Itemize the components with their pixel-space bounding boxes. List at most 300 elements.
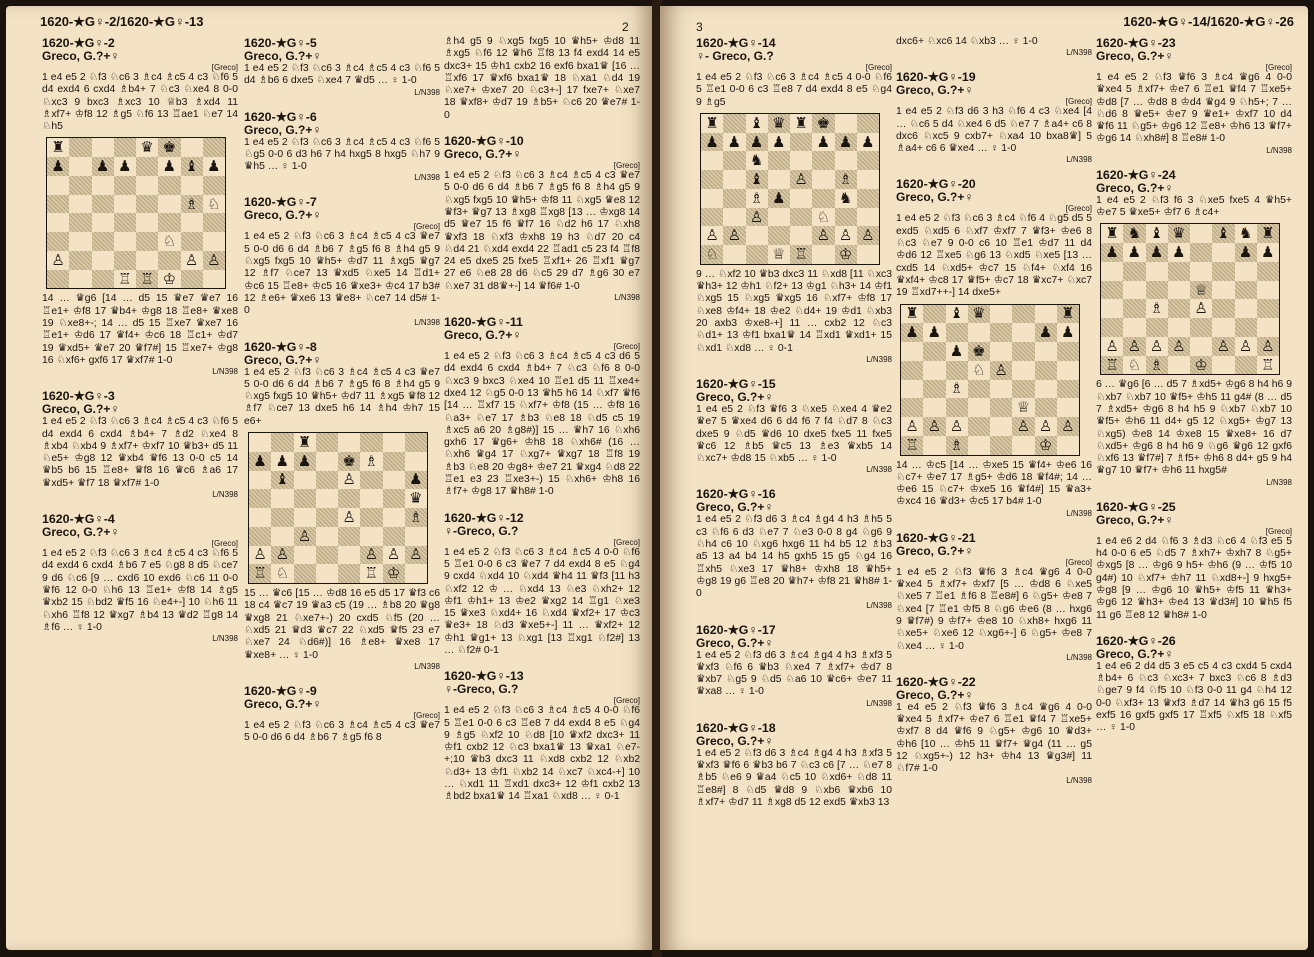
board-square: ♟: [835, 133, 857, 152]
game-continuation: 9 … ♘xf2 10 ♛b3 dxc3 11 ♘xd8 [11 ♘xc3 ♛h3+ 12 ♔h1 ♘f2+ 13 ♔g1 ♘h3+ 14 ♔f1 ♘xg5 15 ♘xg5 ♛xg5 16 ♘xf7+ ♔f8 17 ♘xe8 ♔f4+ 18 ♔e2 ♘d4+ 19 ♔d1 ♘xb3 20 axb3 ♔xe8-+] 11 … cxb2 12 ♘c3 ♘d1+ 13 ♔f1 bxa1♛ 14 ♖xd1 ♛xd1+ 15 ♘xd1 ♘xd8 … ♀ 0-1: [696, 268, 892, 354]
game-entry: [896, 675, 1092, 786]
game-title: 1620-★G♀-13: [444, 669, 524, 684]
game-source: [Greco]: [413, 710, 440, 720]
game-entry: [696, 721, 892, 809]
board-square: ♔: [835, 245, 857, 264]
game-moves: 1 e4 e5 2 ♘f3 ♘c6 3 ♗c4 ♗c5 4 c3 ♘f6 5 d4 exd4 6 cxd4 ♗b6 7 e5 ♘g8 8 d5 ♘ce7 9 d6 ♘c6 [9 … cxd6 10 exd6 ♘c6 11 0-0 ♛f6 12 0-0 ♘h6 13 ♖e1+ ♔f8 14 ♗g5 ♛xb2 15 ♘bd2 ♛f5 16 ♘e4+-] 10 ♘h6 11 ♘xh6 ♖f8 12 ♛xg7 ♗b4 13 ♛d2 ♖g8 14 ♗f6 … ♀ 1-0: [42, 548, 238, 633]
board-square: [249, 489, 271, 508]
game-reference: L/N398: [1266, 477, 1292, 487]
board-square: [92, 138, 114, 157]
board-square: [69, 138, 91, 157]
board-square: [812, 189, 834, 208]
board-square: ♗: [1146, 356, 1168, 375]
board-square: [1101, 281, 1123, 300]
game-title: 1620-★G♀-11: [444, 315, 523, 330]
game-title: 1620-★G♀-6: [244, 109, 317, 124]
board-square: ♜: [294, 433, 316, 452]
board-square: [1012, 323, 1034, 342]
game-source: [Greco]: [613, 342, 640, 352]
game-reference: L/N398: [212, 634, 238, 644]
column: [696, 36, 892, 821]
board-square: [203, 232, 225, 251]
column: [244, 36, 440, 756]
game-source: [Greco]: [613, 537, 640, 547]
board-square: [1035, 398, 1057, 417]
board-square: [92, 232, 114, 251]
chess-diagram: [248, 432, 428, 584]
game-moves: 1 e4 e5 2 ♘f3 ♘c6 3 ♗c4 ♗c5 4 c3 ♘f6 5 ♘g5 0-0 6 d3 h6 7 h4 hxg5 8 hxg5 ♘h7 9 ♛h5 … ♀ 1-0: [244, 136, 440, 173]
board-square: [1123, 299, 1145, 318]
board-square: ♟: [92, 157, 114, 176]
game-reference: L/N398: [1066, 775, 1092, 785]
board-square: [1057, 398, 1079, 417]
board-square: [114, 195, 136, 214]
board-square: [271, 433, 293, 452]
game-source: [Greco]: [413, 222, 440, 232]
board-square: [181, 138, 203, 157]
board-square: [136, 232, 158, 251]
game-title: 1620-★G♀-4: [42, 512, 115, 527]
board-square: [383, 433, 405, 452]
game-continuation: 14 … ♛g6 [14 … d5 15 ♛e7 ♛e7 16 ♖e1+ ♔f8 17 ♛b4+ ♔g8 18 ♖e8+ ♛xe8 19 ♘xe8+-; 14 … d5 15 ♖xe7 ♛xe7 16 ♖e1+ ♔d6 17 ♛f4+ ♔c6 18 ♖c1+ ♔d7 19 ♛xd5+ ♛e7 20 ♛f7#] 15 ♖xe7+ ♔g8 16 ♘xf6+ gxf6 17 ♛xf7# 1-0: [42, 293, 238, 366]
board-square: ♜: [1101, 224, 1123, 243]
board-square: ♜: [47, 138, 69, 157]
board-square: [1257, 318, 1279, 337]
game-entry: [444, 511, 640, 658]
game-moves: 1 e4 e5 2 ♘f3 ♘c6 3 ♗c4 ♗c5 4 c3 ♘f6 5 d4 exd4 6 cxd4 ♗b4+ 7 ♘c3 ♘xe4 8 0-0 ♘xc3 9 bxc3 ♗xc3 10 ♕b3 ♗xd4 11 ♗xf7+ ♔f8 12 ♗g5 ♘f6 13 ♖ae1 ♘e7 14 ♘h5: [42, 72, 238, 133]
board-square: ♖: [360, 564, 382, 583]
board-square: [1123, 281, 1145, 300]
board-square: ♟: [249, 452, 271, 471]
board-square: ♟: [923, 323, 945, 342]
board-square: [768, 151, 790, 170]
board-square: [136, 157, 158, 176]
board-square: ♙: [990, 361, 1012, 380]
board-square: [1012, 380, 1034, 399]
game-title: 1620-★G♀-23: [1096, 36, 1176, 50]
board-square: ♟: [47, 157, 69, 176]
board-square: [92, 176, 114, 195]
board-square: ♚: [812, 114, 834, 133]
board-square: [136, 213, 158, 232]
board-square: [790, 133, 812, 152]
game-title: 1620-★G♀-16: [696, 487, 776, 502]
board-square: ♗: [835, 170, 857, 189]
board-square: [923, 398, 945, 417]
game-players: Greco, G.?+♀: [1096, 646, 1174, 661]
board-square: [316, 527, 338, 546]
board-square: [383, 471, 405, 490]
board-square: ♛: [136, 138, 158, 157]
board-square: ♟: [1123, 243, 1145, 262]
board-square: ♛: [968, 305, 990, 324]
game-moves: 1 e4 e5 2 ♘f3 d6 3 ♗c4 ♗g4 4 h3 ♗xf3 5 ♛xf3 ♛f6 6 ♛b3 b6 7 ♘c3 c6 [7 … ♘e7 8 ♗b5 ♘e6 9 ♛a4 ♘c5 10 ♘xd6+ ♘d8 11 ♖e8#] 8 ♘d5 ♛d8 9 ♘xb6 ♛xb6 10 ♗xf7+ ♔d7 11 ♗xg8 d5 12 exd5 ♛xb3 13: [696, 747, 892, 808]
board-square: ♙: [1012, 417, 1034, 436]
page-number: 2: [622, 20, 629, 34]
game-entry: [244, 195, 440, 327]
board-square: ♟: [294, 452, 316, 471]
board-square: [338, 546, 360, 565]
game-title: 1620-★G♀-3: [42, 389, 115, 404]
board-square: ♛: [768, 114, 790, 133]
board-square: [790, 226, 812, 245]
game-entry: [696, 36, 892, 365]
board-square: ♟: [271, 452, 293, 471]
board-square: [360, 527, 382, 546]
board-square: [316, 452, 338, 471]
game-reference: L/N398: [212, 367, 238, 377]
board-square: [835, 114, 857, 133]
board-square: [1101, 318, 1123, 337]
board-square: [1035, 380, 1057, 399]
board-square: ♟: [857, 133, 879, 152]
board-square: [835, 151, 857, 170]
game-players: Greco, G.?+♀: [1096, 512, 1174, 527]
board-square: [360, 489, 382, 508]
game-title: 1620-★G♀-20: [896, 177, 976, 192]
game-title: 1620-★G♀-15: [696, 376, 776, 391]
game-players: Greco, G.?+♀: [244, 352, 322, 367]
board-square: ♘: [203, 195, 225, 214]
board-square: [901, 398, 923, 417]
board-square: ♟: [1168, 243, 1190, 262]
board-square: [114, 138, 136, 157]
game-reference: L/N398: [212, 490, 238, 500]
board-square: [701, 208, 723, 227]
board-square: [92, 270, 114, 289]
game-moves: 1 e4 e5 2 ♘f3 ♘c6 3 ♗c4 ♗c5 4 c3 ♛e7 5 0-0 d6 6 d4 ♗b6 7 ♗g5 f6 8 ♗h4 g5 9 ♘xg5 fxg5 10 ♛h5+ ♔f8 11 ♘xg5 ♛e8 12 ♛f3+ ♛g7 13 ♗xg8 ♖xg8 [13 … ♔xg8 14 d5 ♛e7 15 f6 ♛f7 16 ♘d2 h6 17 ♘xh8 ♛xf3 18 ♘xf3 ♔xh8 19 h3 ♘d7 20 c4 ♘d4 21 ♘xd4 exd4 22 ♖ad1 c5 23 f4 ♖f8 24 e5 dxe5 25 fxe5 ♖xf1+ 26 ♖xf1 ♛g7 27 e6 ♘e8 28 d6 ♘c5 29 d7 ♗g6 30 e7 ♘xe7 31 d8♛+-] 14 ♛f6# 1-0: [444, 170, 640, 292]
board-square: ♙: [1257, 337, 1279, 356]
board-square: [69, 270, 91, 289]
game-moves: 1 e4 e6 2 d4 d5 3 e5 c5 4 c3 cxd4 5 cxd4 ♗b4+ 6 ♘c3 ♘xc3+ 7 bxc3 ♘c6 8 ♗d3 ♘ge7 9 f4 ♘f5 10 ♘f3 0-0 11 g4 ♘h4 12 0-0 ♘xf3+ 13 ♛xf3 ♗d7 14 ♛h3 g6 15 f5 exf5 16 gxf5 gxf5 17 ♖xf5 ♘xf5 18 ♘xf5 … ♀ 1-0: [1096, 660, 1292, 734]
board-square: [923, 305, 945, 324]
game-source: [Greco]: [1265, 526, 1292, 536]
board-square: [1012, 342, 1034, 361]
game-title: 1620-★G♀-8: [244, 339, 317, 354]
board-square: ♙: [1235, 337, 1257, 356]
board-square: [1035, 361, 1057, 380]
game-continuation: 6 … ♛g6 [6 … d5 7 ♗xd5+ ♔g6 8 h4 h6 9 ♘xb7 ♘xb7 10 ♛f5+ ♔h5 11 g4# (8 … d5 7 ♗xd5+ ♔g6 8 h4 h5 9 ♘xb7 ♘xb7 10 ♛f5+ ♔h6 11 d4+ g5 12 ♘xg5+ ♔g7 13 ♘xg5) ♔e8 14 ♔xe8 15 ♛xe8+ 16 d7 ♘xd5+ ♔g6 8 h4 h6 9 ♘g6 ♛g6 12 gxf6 ♘xf6 13 ♛f7#] 7 ♗f5+ ♔h6 8 d4+ g5 9 h4 ♛g7 10 ♛f7+ ♔h6 11 hxg5#: [1096, 379, 1292, 477]
board-square: [1190, 262, 1212, 281]
board-square: [768, 208, 790, 227]
game-players: Greco, G.?+♀: [244, 122, 322, 137]
game-entry: [896, 36, 1092, 58]
board-square: [294, 564, 316, 583]
board-square: ♟: [768, 133, 790, 152]
board-square: ♙: [946, 417, 968, 436]
board-square: ♖: [1101, 356, 1123, 375]
game-reference: L/N398: [1066, 652, 1092, 662]
board-square: [249, 471, 271, 490]
game-players: Greco, G.?+♀: [42, 402, 120, 417]
board-square: ♞: [1123, 224, 1145, 243]
board-square: ♗: [360, 452, 382, 471]
board-square: [338, 527, 360, 546]
board-square: [203, 270, 225, 289]
game-players: Greco, G.?+♀: [896, 543, 974, 558]
game-reference: L/N398: [614, 293, 640, 303]
board-square: ♝: [1146, 224, 1168, 243]
board-square: [1190, 224, 1212, 243]
board-square: [181, 213, 203, 232]
board-square: ♙: [701, 226, 723, 245]
board-square: ♖: [1257, 356, 1279, 375]
board-square: ♛: [405, 489, 427, 508]
board-square: ♜: [901, 305, 923, 324]
game-reference: L/N398: [414, 317, 440, 327]
game-entry: [1096, 168, 1292, 488]
board-square: [1168, 262, 1190, 281]
board-square: [1212, 281, 1234, 300]
board-square: [136, 176, 158, 195]
board-square: [946, 323, 968, 342]
game-players: Greco, G.?+♀: [42, 49, 120, 63]
board-square: [790, 189, 812, 208]
game-players: Greco, G.?+♀: [896, 190, 974, 205]
board-square: ♞: [1235, 224, 1257, 243]
board-square: ♙: [1190, 299, 1212, 318]
game-entry: [444, 134, 640, 303]
board-square: [901, 380, 923, 399]
board-square: [1146, 262, 1168, 281]
board-square: [316, 508, 338, 527]
game-players: Greco, G.?+♀: [1096, 49, 1174, 63]
board-square: ♙: [338, 508, 360, 527]
game-title: 1620-★G♀-7: [244, 195, 317, 210]
board-square: [1212, 262, 1234, 281]
board-square: [271, 527, 293, 546]
board-square: [1057, 361, 1079, 380]
game-players: Greco, G.?+♀: [42, 525, 120, 540]
board-square: [383, 527, 405, 546]
board-square: [1235, 262, 1257, 281]
board-square: [338, 489, 360, 508]
board-square: ♟: [114, 157, 136, 176]
board-square: ♜: [701, 114, 723, 133]
game-entry: [1096, 634, 1292, 735]
board-square: ♗: [181, 195, 203, 214]
board-square: [69, 213, 91, 232]
game-reference: L/N398: [1066, 155, 1092, 165]
board-square: ♙: [383, 546, 405, 565]
board-square: ♟: [1035, 323, 1057, 342]
game-players: Greco, G.?+♀: [696, 389, 774, 404]
board-square: [968, 380, 990, 399]
board-square: ♟: [901, 323, 923, 342]
board-square: [723, 208, 745, 227]
board-square: [990, 380, 1012, 399]
game-players: Greco, G.?+♀: [244, 208, 322, 223]
board-square: ♕: [1012, 398, 1034, 417]
board-square: [857, 114, 879, 133]
game-players: Greco, G.?+♀: [696, 733, 774, 748]
board-square: ♘: [158, 232, 180, 251]
board-square: ♘: [812, 208, 834, 227]
board-square: ♝: [181, 157, 203, 176]
board-square: ♘: [701, 245, 723, 264]
game-title: 1620-★G♀-14: [696, 36, 776, 50]
board-square: [901, 361, 923, 380]
board-square: [114, 176, 136, 195]
game-title: 1620-★G♀-9: [244, 683, 317, 698]
board-square: [294, 508, 316, 527]
board-square: [1146, 318, 1168, 337]
board-square: ♙: [1146, 337, 1168, 356]
board-square: [723, 114, 745, 133]
game-moves: 1 e4 e5 2 ♘f3 ♛f6 3 ♗c4 ♛g6 4 0-0 ♛xe4 5 ♗xf7+ ♔e7 6 ♖e1 ♛f4 7 ♖xe5+ ♔d8 [7 … ♔d8 8 ♔d4 ♛g4 9 ♘h5+; 7 … ♘d6 8 ♛e5+ ♔e7 9 ♛e1+ ♔xf7 10 d4 ♛f6 11 ♘g5+ ♔g6 12 ♖e8+ ♔h6 13 ♛f7+ ♔g6 14 ♘xh8#] 8 ♖e8# 1-0: [1096, 72, 1292, 145]
board-square: [990, 323, 1012, 342]
chess-diagram: [900, 304, 1080, 456]
board-square: [316, 489, 338, 508]
board-square: [1168, 281, 1190, 300]
board-square: [92, 213, 114, 232]
board-square: [990, 398, 1012, 417]
game-players: ♀- Greco, G.?: [696, 49, 774, 63]
board-square: [47, 176, 69, 195]
game-entry: [696, 623, 892, 709]
board-square: ♞: [835, 189, 857, 208]
board-square: [47, 270, 69, 289]
board-square: ♙: [405, 546, 427, 565]
board-square: [203, 213, 225, 232]
game-entry: [444, 669, 640, 803]
game-continuation: 15 … ♛c6 [15 … ♔d8 16 e5 d5 17 ♛f3 c6 18 c4 ♛c7 19 ♛a3 c5 (19 … ♗b8 20 ♛g8 ♛xg8 21 ♘xe7+-) 20 cxd5 ♘f5 (20 … ♘xd5 21 ♛d3 ♛c7 22 ♘xd5 ♛f5 23 e7 ♘xe7 24 ♘d6#)] 16 ♗e8+ ♛xe8 17 ♛xe8+ … ♀ 1-0: [244, 588, 440, 661]
board-square: [857, 245, 879, 264]
board-square: ♗: [1146, 299, 1168, 318]
game-reference: L/N398: [414, 173, 440, 183]
board-square: [812, 170, 834, 189]
board-square: [1190, 243, 1212, 262]
board-square: [701, 189, 723, 208]
board-square: ♜: [790, 114, 812, 133]
game-moves: 1 e4 e5 2 ♘f3 ♘c6 3 ♗c4 ♗c5 4 0-0 ♘f6 5 ♖e1 0-0 6 c3 ♖e8 7 d4 exd4 8 e5 ♘g4 9 ♗g5: [696, 72, 892, 108]
board-square: [181, 270, 203, 289]
board-square: [790, 208, 812, 227]
board-square: [338, 564, 360, 583]
game-moves: 1 e4 e5 2 ♘f3 ♘c6 3 ♗c4 ♗c5 4 0-0 ♘f6 5 ♖e1 0-0 6 c3 ♖e8 7 d4 exd4 8 e5 ♘g4 9 ♗g5 ♘xf2 10 ♘d8 [10 ♛xf2 dxc3+ 11 ♔f1 cxb2 12 ♘c3 bxa1♛ 13 ♛xa1 ♘e7-+;10 ♛b3 dxc3 11 ♘xd8 cxb2 12 ♘xb2 ♘d3+ 13 ♔f1 ♘xb2 14 ♘xc7 ♘xc4-+] 10 … ♘xd1 11 ♖xd1 dxc3+ 12 ♔f1 cxb2 13 ♗bd2 bxa1♛ 14 ♖xa1 ♘xd8 … ♀ 0-1: [444, 705, 640, 803]
game-moves: 1 e4 e5 2 ♘f3 ♘c6 3 ♗c4 ♗c5 4 c3 ♛e7 5 0-0 d6 6 d4 ♗b6 7 ♗g5 f6 8 ♗h4 g5 9 ♘xg5 fxg5 10 ♛h5+ ♔d7 11 ♗xg5 ♛f8 12 ♗f7 ♘ce7 13 dxe5 h6 14 ♗h4 ♔h7 15 e6+: [244, 366, 440, 427]
board-square: ♙: [1212, 337, 1234, 356]
board-square: ♜: [1257, 224, 1279, 243]
board-square: ♙: [1035, 417, 1057, 436]
board-square: [69, 251, 91, 270]
board-square: ♙: [1168, 337, 1190, 356]
board-square: [316, 564, 338, 583]
game-entry: [696, 377, 892, 475]
game-moves: 1 e4 e5 2 ♘f3 ♘c6 3 ♗c4 ♗c5 4 0-0 ♘f6 5 ♖e1 0-0 6 c3 ♛e7 7 d4 exd4 8 e5 ♘g4 9 cxd4 ♘xd4 10 ♘xd4 ♛h4 11 ♛f3 [11 h3 ♘xf2 12 ♔ … ♘xd4 13 ♘e3 ♘xh2+ 12 ♔f1 ♔h1+ 13 ♔e2 ♛xg2 14 ♖g1 ♘xe3 15 ♛xe3 ♘xd4+ 16 ♘xd4 ♛xf2+ 17 ♔c3 ♛e3+ 18 ♘d3 ♛xe5+-] 11 … ♛xf2+ 12 ♔h1 ♛g1+ 13 ♘xg1 [13 ♖xg1 ♘f2#] 13 … ♘f2# 0-1: [444, 546, 640, 656]
game-moves: ♗h4 g5 9 ♘xg5 fxg5 10 ♛h5+ ♔d8 11 ♗xg5 ♘f6 12 ♛h6 ♖f8 13 f4 exd4 14 e5 dxc3+ 15 ♔h1 cxb2 16 exf6 bxa1♛ [16 … ♖xf6 17 ♛xf6 bxa1♛ 18 ♘xa1 ♘d4 19 ♘xe7+ ♔xe7 20 ♘c3+-] 17 fxe7+ ♘xe7 18 ♛xf8+ ♔d7 19 ♗b5+ ♘c6 20 ♛e7# 1-0: [444, 36, 640, 121]
board-square: ♘: [271, 564, 293, 583]
board-square: ♙: [271, 546, 293, 565]
board-square: [360, 508, 382, 527]
game-entry: [42, 512, 238, 644]
board-square: [1123, 262, 1145, 281]
board-square: ♙: [812, 226, 834, 245]
game-moves: 1 e4 e5 2 ♘f3 ♘c6 3 ♗c4 ♗c5 4 c3 ♘f6 5 d4 ♗b6 6 dxe5 ♘xe4 7 ♛d5 … ♀ 1-0: [244, 63, 440, 87]
game-moves: 1 e4 e5 2 ♘f3 ♘c6 3 ♗c4 ♗c5 4 c3 d6 5 d4 exd4 6 cxd4 ♗b4+ 7 ♘c3 ♘f6 8 0-0 ♘xc3 9 bxc3 ♘xe4 10 ♖e1 d5 11 ♖xe4+ dxe4 12 ♘g5 0-0 13 ♛h5 h6 14 ♘xf7 ♛f6 [14 … ♖xf7 15 ♘xf7+ ♔f8 (15 … ♔f8 16 ♘a3+ ♘e7 17 ♗b3 ♘e8 18 ♘d5 c5 19 ♗xc5 a6 20 ♗g8#)] 15 … ♛h7 16 ♘xh6 gxh6 17 ♛g6+ ♔h8 18 ♘xh6# (16 … ♘xh6 ♛g4 17 ♘xg7+ ♛xg7 18 ♖f8 19 ♗b3 ♘e8 20 ♔g8+ ♔e7 21 ♛xg4 ♘d8 22 ♖e1 e3 23 ♖xe3+-) 15 ♘xh6+ ♔h8 16 ♗f7+ ♔g8 17 ♛h8# 1-0: [444, 351, 640, 498]
game-reference: L/N398: [866, 600, 892, 610]
game-players: Greco, G.?+♀: [444, 147, 522, 162]
board-square: ♙: [1101, 337, 1123, 356]
column: [42, 36, 238, 656]
game-title: 1620-★G♀-10: [444, 134, 524, 149]
board-square: [69, 157, 91, 176]
game-players: Greco, G.?+♀: [244, 696, 322, 711]
running-head: 1620-★G♀-14/1620-★G♀-26: [1123, 14, 1294, 29]
board-square: ♖: [136, 270, 158, 289]
board-square: [316, 546, 338, 565]
board-square: ♟: [1257, 243, 1279, 262]
game-title: 1620-★G♀-21: [896, 530, 976, 545]
board-square: [249, 527, 271, 546]
game-moves: 1 e4 e5 2 ♘f3 ♘c6 3 ♗c4 ♘f6 4 ♘g5 d5 5 exd5 ♘xd5 6 ♘xf7 ♔xf7 7 ♛f3+ ♔e6 8 ♘c3 ♘e7 9 0-0 c6 10 ♖e1 ♔d7 11 d4 ♔d6 12 ♖xe5 ♘g6 13 ♘xd5 ♘xe5 [13 … cxd5 14 ♘xd5+ ♔c7 15 ♘f4+ ♘xf4 16 ♛xf4+ ♔c8 17 ♛f5+ ♔c7 18 ♛xc7+ ♘xc7 19 ♖xd7++-] 14 dxe5+: [896, 213, 1092, 299]
board-square: ♟: [1101, 243, 1123, 262]
column: [1096, 36, 1292, 747]
board-square: [1168, 299, 1190, 318]
board-square: [968, 417, 990, 436]
board-square: ♖: [790, 245, 812, 264]
board-square: [383, 489, 405, 508]
board-square: ♟: [203, 157, 225, 176]
game-entry: [896, 531, 1092, 663]
game-source: [Greco]: [211, 63, 238, 72]
board-square: [249, 433, 271, 452]
game-entry: [444, 36, 640, 122]
board-square: [405, 452, 427, 471]
board-square: ♙: [857, 226, 879, 245]
board-square: [990, 342, 1012, 361]
board-square: ♕: [768, 245, 790, 264]
game-moves: 1 e4 e5 2 ♘f3 d6 3 ♗c4 ♗g4 4 h3 ♗h5 5 c3 ♘f6 6 d3 ♘e7 7 ♘e3 0-0 8 g4 ♘g6 9 ♘h4 c6 10 ♘xg6 hxg6 11 h4 b5 12 ♗b3 a5 13 a4 b4 14 h5 gxh5 15 g5 ♘g4 16 ♖xh5 ♘xe3 17 ♛h8+ ♔xh8 18 ♛h5+ ♔g8 19 g6 ♖e8 20 ♛h7+ ♔f8 21 ♛h8# 1-0: [696, 514, 892, 600]
game-title: 1620-★G♀-25: [1096, 499, 1176, 514]
game-moves: dxc6+ ♘xc6 14 ♘xb3 … ♀ 1-0: [896, 36, 1038, 47]
game-entry: [444, 315, 640, 499]
board-square: [338, 433, 360, 452]
board-square: [923, 342, 945, 361]
board-square: ♕: [1190, 281, 1212, 300]
board-square: [1235, 318, 1257, 337]
game-reference: L/N398: [414, 661, 440, 671]
board-square: ♙: [249, 546, 271, 565]
board-square: [136, 251, 158, 270]
board-square: [316, 471, 338, 490]
board-square: [1012, 305, 1034, 324]
board-square: [1257, 262, 1279, 281]
board-square: [968, 436, 990, 455]
chess-diagram: [700, 113, 880, 265]
board-square: [69, 232, 91, 251]
board-square: [1101, 299, 1123, 318]
chess-diagram: [1100, 223, 1280, 375]
board-square: ♟: [405, 471, 427, 490]
board-square: ♛: [1168, 224, 1190, 243]
game-reference: L/N398: [1266, 145, 1292, 155]
board-square: [181, 232, 203, 251]
board-square: [968, 323, 990, 342]
board-square: [405, 564, 427, 583]
game-moves: 1 e4 e5 2 ♘f3 d6 3 ♗c4 ♗g4 4 h3 ♗xf3 5 ♛xf3 ♘f6 6 ♛b3 ♘xe4 7 ♗xf7+ ♔d7 8 ♛xb7 ♘g5 9 ♘d5 ♘a6 10 ♛c6+ ♔e7 11 ♛xa8 … ♀ 1-0: [696, 649, 892, 698]
board-square: [114, 232, 136, 251]
board-square: [835, 208, 857, 227]
game-source: [Greco]: [1265, 63, 1292, 72]
game-title: 1620-★G♀-18: [696, 720, 776, 735]
board-square: [1012, 361, 1034, 380]
game-reference: L/N398: [866, 354, 892, 364]
board-square: ♟: [1057, 323, 1079, 342]
board-square: ♟: [946, 342, 968, 361]
board-square: [1168, 318, 1190, 337]
board-square: ♘: [1123, 356, 1145, 375]
